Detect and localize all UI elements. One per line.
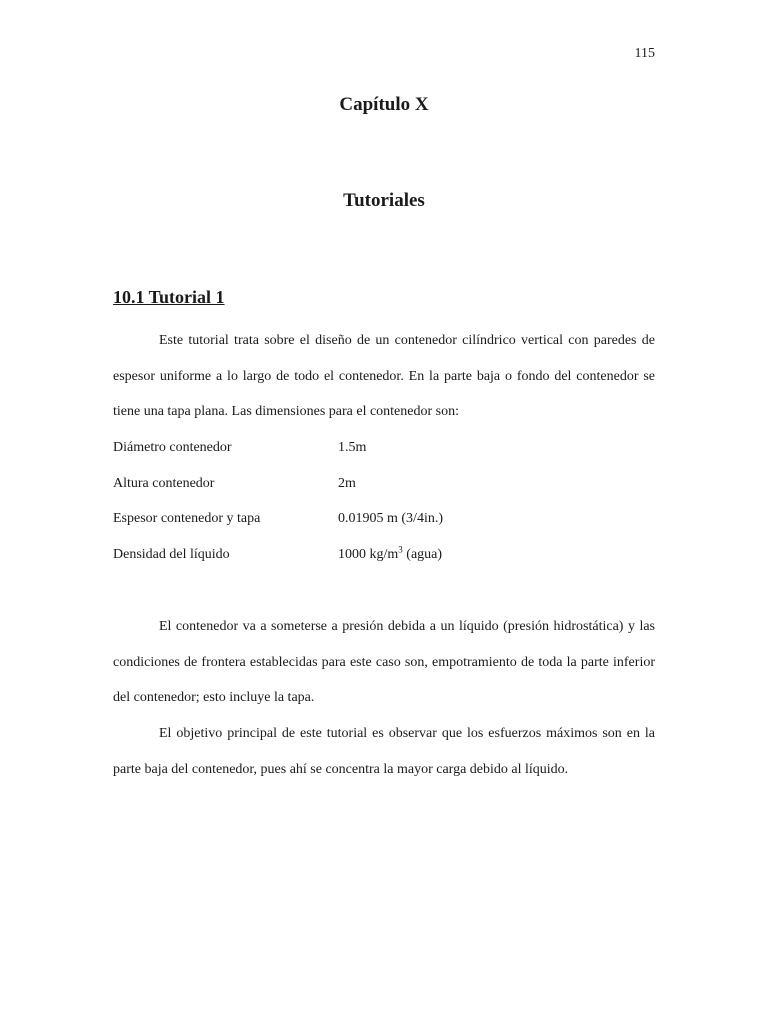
objective-paragraph: El objetivo principal de este tutorial es observar que los esfuerzos máximos son en la parte baja del contenedor, pues ahí se concentra la mayor carga debido al líquido.: [113, 726, 655, 777]
subsection-title: 10.1 Tutorial 1: [113, 287, 225, 307]
dimension-row: [113, 466, 655, 502]
dimension-row: [113, 537, 655, 573]
dimension-row: [113, 430, 655, 466]
dimension-value: [338, 537, 442, 573]
dimension-label: Diámetro contenedor: [113, 440, 232, 455]
dimensions-list: [113, 430, 655, 572]
density-value: 1000 kg/m: [338, 546, 399, 562]
density-note: (agua): [402, 546, 443, 562]
conditions-paragraph: El contenedor va a someterse a presión debida a un líquido (presión hidrostática) y las condiciones de frontera establecidas para este caso son, empotramiento de toda la parte inferior del contenedor; esto incluye la tapa.: [113, 619, 655, 705]
dimension-label: Altura contenedor: [113, 475, 215, 491]
intro-paragraph: Este tutorial trata sobre el diseño de un contenedor cilíndrico vertical con paredes de espesor uniforme a lo largo de todo el contenedor. En la parte baja o fondo del contenedor se tiene una tapa plana. Las dimensiones para el contenedor son:: [113, 333, 655, 419]
dimension-label: Espesor contenedor y tapa: [113, 511, 261, 526]
dimension-row: [113, 501, 655, 537]
dimension-value: 0.01905 m (3/4in.): [338, 511, 443, 526]
section-title: Tutoriales: [343, 190, 425, 211]
dimension-value: 1.5m: [338, 440, 367, 455]
page-number: 115: [634, 46, 655, 61]
dimension-value: 2m: [338, 475, 356, 491]
dimension-label: Densidad del líquido: [113, 546, 230, 562]
density-exponent: 3: [398, 543, 403, 554]
chapter-title: Capítulo X: [339, 94, 429, 115]
